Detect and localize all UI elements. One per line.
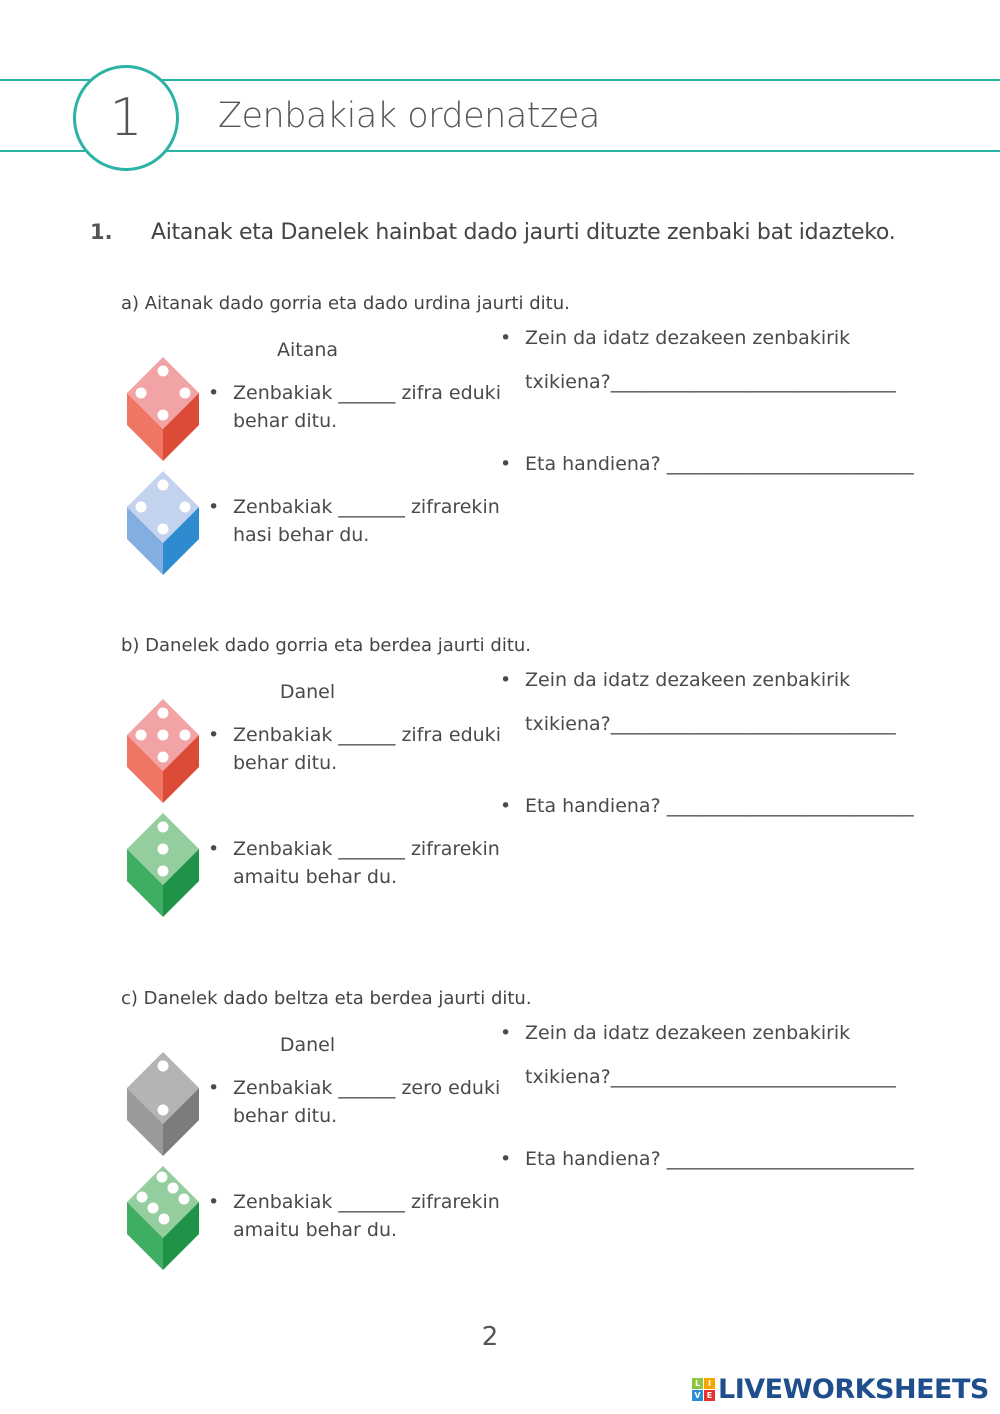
statement-line-1[interactable]: Zenbakiak _______ zifrarekin	[233, 496, 500, 518]
die-pip	[158, 480, 169, 491]
bullet: •	[208, 1191, 220, 1213]
die-pip	[158, 822, 169, 833]
player-name: Danel	[279, 681, 336, 703]
statement-line-1[interactable]: Zenbakiak ______ zifra eduki	[233, 382, 501, 404]
die-pip	[158, 524, 169, 535]
blue-die-icon	[126, 470, 200, 576]
green-die-icon	[126, 812, 200, 918]
green-die-icon	[126, 1165, 200, 1271]
exercise-section-b	[0, 635, 1000, 935]
smallest-answer-line[interactable]: txikiena?______________________________	[525, 371, 896, 393]
smallest-question-line-1: Zein da idatz dezakeen zenbakirik	[525, 1022, 851, 1044]
die-pip	[180, 388, 191, 399]
bullet: •	[208, 838, 220, 860]
die-pip	[158, 410, 169, 421]
bullet: •	[500, 1022, 512, 1044]
exercise-section-c	[0, 988, 1000, 1288]
die-pip	[158, 730, 169, 741]
bullet: •	[500, 669, 512, 691]
bullet: •	[208, 382, 220, 404]
logo-letter: L	[692, 1378, 703, 1389]
die-pip	[158, 708, 169, 719]
statement-line-1[interactable]: Zenbakiak ______ zero eduki	[233, 1077, 501, 1099]
die-pip	[136, 502, 147, 513]
question-text: Aitanak eta Danelek hainbat dado jaurti dituzte zenbaki bat idazteko.	[151, 220, 896, 245]
bullet: •	[500, 795, 512, 817]
section-label: b) Danelek dado gorria eta berdea jaurti ditu.	[121, 635, 532, 656]
die-pip	[180, 730, 191, 741]
logo-letter: E	[704, 1390, 715, 1401]
statement-line-2: amaitu behar du.	[233, 1219, 398, 1241]
die-pip	[157, 1172, 168, 1183]
die-pip	[158, 844, 169, 855]
logo-text: LIVEWORKSHEETS	[718, 1374, 989, 1405]
largest-answer-line[interactable]: Eta handiena? __________________________	[525, 453, 914, 475]
die-pip	[158, 366, 169, 377]
die-pip	[158, 1061, 169, 1072]
unit-number-circle: 1	[73, 65, 179, 171]
statement-line-2: behar ditu.	[233, 410, 338, 432]
smallest-answer-line[interactable]: txikiena?______________________________	[525, 713, 896, 735]
smallest-question-line-1: Zein da idatz dezakeen zenbakirik	[525, 669, 851, 691]
bullet: •	[500, 453, 512, 475]
die-pip	[137, 1192, 148, 1203]
bullet: •	[500, 1148, 512, 1170]
logo-icon	[692, 1378, 715, 1401]
statement-line-1[interactable]: Zenbakiak _______ zifrarekin	[233, 838, 500, 860]
statement-line-2: behar ditu.	[233, 1105, 338, 1127]
largest-answer-line[interactable]: Eta handiena? __________________________	[525, 1148, 914, 1170]
die-pip	[180, 502, 191, 513]
bullet: •	[208, 1077, 220, 1099]
die-pip	[158, 866, 169, 877]
page-number: 2	[481, 1322, 499, 1352]
section-label: c) Danelek dado beltza eta berdea jaurti ditu.	[121, 988, 532, 1009]
player-name: Aitana	[276, 339, 339, 361]
exercise-section-a	[0, 293, 1000, 593]
die-pip	[158, 1105, 169, 1116]
die-pip	[159, 1214, 170, 1225]
statement-line-2: behar ditu.	[233, 752, 338, 774]
die-pip	[136, 388, 147, 399]
bullet: •	[500, 327, 512, 349]
logo-letter: V	[692, 1390, 703, 1401]
question-number: 1.	[90, 220, 113, 244]
red-die-icon	[126, 356, 200, 462]
die-pip	[136, 730, 147, 741]
die-pip	[179, 1194, 190, 1205]
logo-letter: I	[704, 1378, 715, 1389]
die-pip	[148, 1203, 159, 1214]
bullet: •	[208, 496, 220, 518]
section-label: a) Aitanak dado gorria eta dado urdina jaurti ditu.	[121, 293, 570, 314]
statement-line-1[interactable]: Zenbakiak ______ zifra eduki	[233, 724, 501, 746]
player-name: Danel	[279, 1034, 336, 1056]
bullet: •	[208, 724, 220, 746]
smallest-answer-line[interactable]: txikiena?______________________________	[525, 1066, 896, 1088]
smallest-question-line-1: Zein da idatz dezakeen zenbakirik	[525, 327, 851, 349]
statement-line-2: amaitu behar du.	[233, 866, 398, 888]
die-pip	[168, 1183, 179, 1194]
statement-line-2: hasi behar du.	[233, 524, 370, 546]
liveworksheets-logo	[692, 1374, 989, 1405]
largest-answer-line[interactable]: Eta handiena? __________________________	[525, 795, 914, 817]
grey-die-icon	[126, 1051, 200, 1157]
die-pip	[158, 752, 169, 763]
page-title: Zenbakiak ordenatzea	[218, 96, 600, 136]
red-die-icon	[126, 698, 200, 804]
statement-line-1[interactable]: Zenbakiak _______ zifrarekin	[233, 1191, 500, 1213]
